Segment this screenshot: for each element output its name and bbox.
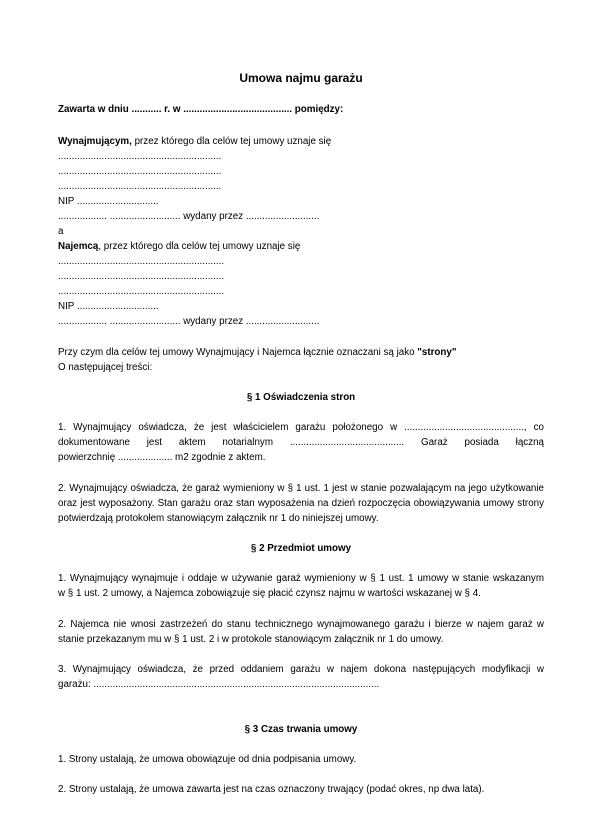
section-paragraph [58, 782, 544, 797]
landlord-label: Wynajmującym, [58, 136, 132, 147]
parties-note [58, 345, 544, 360]
landlord-id-line: .................. .......................... wydany przez ........................... [58, 211, 320, 222]
tenant-id-line: .................. .......................... wydany przez ........................... [58, 316, 320, 327]
content-intro: O następującej treści: [58, 362, 153, 373]
landlord-heading-text: przez którego dla celów tej umowy uznaje się [131, 136, 332, 147]
section-paragraph [58, 752, 544, 767]
paragraph-line: powierzchnię .................... m2 zgodnie z aktem. [58, 452, 266, 463]
section-heading: § 2 Przedmiot umowy [250, 543, 352, 554]
paragraph-line: potwierdzają protokołem stanowiącym załącznik nr 1 do niniejszej umowy. [58, 513, 379, 524]
paragraph-line: dokumentowane jest aktem notarialnym .......................................... Garaż posiada łączną [58, 437, 544, 448]
paragraph-line: 1. Strony ustalają, że umowa obowiązuje od dnia podpisania umowy. [58, 754, 357, 765]
paragraph-line: oraz jest wyposażony. Stan garażu oraz stan wyposażenia na dzień rozpoczęcia obowiązywania umowy strony [58, 498, 544, 509]
tenant-label: Najemcą [58, 241, 99, 252]
paragraph-line: 3. Wynajmujący oświadcza, że przed oddaniem garażu w najem dokona następujących modyfikacji w [58, 664, 544, 675]
party-tenant [58, 239, 544, 329]
tenant-nip: NIP .............................. [58, 301, 159, 312]
landlord-heading [58, 134, 544, 149]
parties-term: "strony" [417, 347, 457, 358]
paragraph-line: 1. Wynajmujący oświadcza, że jest właścicielem garażu położonego w ............................................, co [58, 422, 544, 433]
paragraph-line: w § 1 ust. 2 umowy, a Najemca zobowiązuje się płacić czynsz najmu w wartości wskazanej w § 4. [58, 588, 481, 599]
tenant-fill-line: ............................................................. [58, 256, 225, 267]
section-paragraph [58, 481, 544, 526]
paragraph-line: garażu: ......................................................................................................... [58, 679, 380, 690]
section-paragraph [58, 662, 544, 692]
document-title: Umowa najmu garażu [239, 71, 363, 85]
landlord-fill-line: ............................................................ [58, 151, 222, 162]
paragraph-line: 2. Najemca nie wnosi zastrzeżeń do stanu technicznego wynajmowanego garażu i bierze w najem garaż w [58, 619, 544, 630]
paragraph-line: 2. Wynajmujący oświadcza, że garaż wymieniony w § 1 ust. 1 jest w stanie pozwalającym na jego użytkowanie [58, 483, 544, 494]
document-body [58, 0, 544, 797]
parties-connector: a [58, 226, 64, 237]
paragraph-line: stanie przekazanym mu w § 1 ust. 2 i w protokole stanowiącym załącznik nr 1 do umowy. [58, 634, 444, 645]
tenant-heading-text: , przez którego dla celów tej umowy uznaje się [98, 241, 301, 252]
landlord-fill-line: ............................................................ [58, 181, 222, 192]
tenant-fill-line: ............................................................. [58, 286, 225, 297]
landlord-fill-line: ............................................................ [58, 166, 222, 177]
parties-note-text: Przy czym dla celów tej umowy Wynajmujący i Najemca łącznie oznaczani są jako [58, 347, 418, 358]
paragraph-line: 1. Wynajmujący wynajmuje i oddaje w używanie garaż wymieniony w § 1 ust. 1 umowy w stanie wskazanym [58, 573, 544, 584]
party-landlord [58, 134, 544, 224]
section-paragraph [58, 420, 544, 465]
landlord-nip: NIP .............................. [58, 196, 159, 207]
section-paragraph [58, 617, 544, 647]
section-heading: § 1 Oświadczenia stron [246, 392, 356, 403]
section-paragraph [58, 571, 544, 601]
tenant-fill-line: ............................................................. [58, 271, 225, 282]
section-heading: § 3 Czas trwania umowy [244, 724, 358, 735]
tenant-heading [58, 239, 544, 254]
paragraph-line: 2. Strony ustalają, że umowa zawarta jest na czas oznaczony trwający (podać okres, np dwa lata). [58, 784, 485, 795]
contract-date-place: Zawarta w dniu ........... r. w ........................................ pomiędzy: [58, 104, 344, 115]
